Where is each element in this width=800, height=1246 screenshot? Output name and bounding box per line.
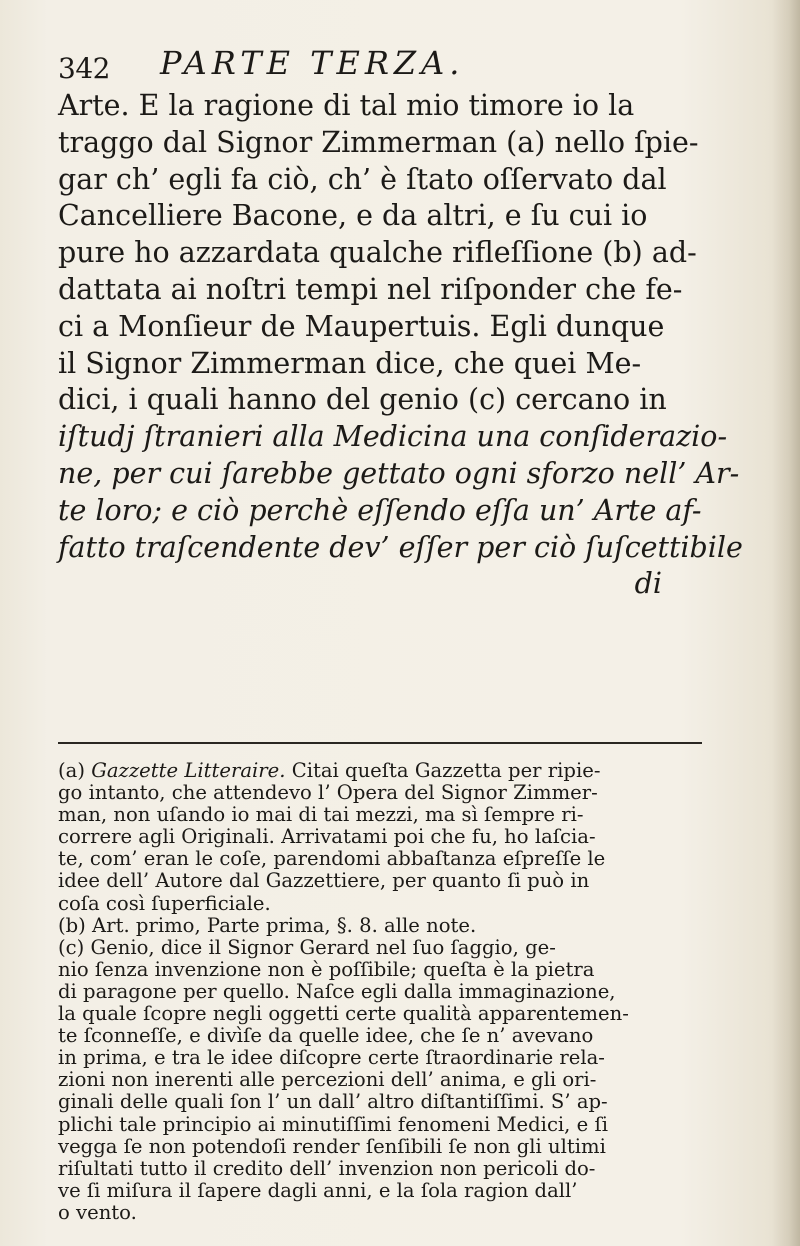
footnote-line: correre agli Originali. Arrivatami poi che fu, ho laſcia- [58,825,596,849]
page-number: 342 [58,52,110,85]
footnote-line: in prima, e tra le idee diſcopre certe ſtraordinarie rela- [58,1046,605,1070]
footnote-line: vegga ſe non potendoſi render ſenſibili ſe non gli ultimi [58,1134,606,1158]
footnote-line: ginali delle quali ſon l’ un dall’ altro diſtantiſſimi. S’ ap- [58,1090,608,1114]
text-line: iſtudj ſtranieri alla Medicina una conſiderazio- [58,420,728,454]
text-line: traggo dal Signor Zimmerman (a) nello ſpie- [58,125,699,159]
footnote-line: coſa così ſuperficiale. [58,891,271,915]
text-line: il Signor Zimmerman dice, che quei Me- [58,346,642,380]
main-text [58,88,743,603]
page-edge-shadow [772,0,800,1246]
footnote-rule [58,742,702,744]
footnote-line: te ſconneſſe, e divìſe da quelle idee, che ſe n’ avevano [58,1024,594,1048]
catchword: di [634,567,662,601]
footnote-line: (a) Gazzette Litteraire. Citai queſta Gazzetta per ripie- [58,759,601,782]
footnote-line: (c) Genio, dice il Signor Gerard nel ſuo ſaggio, ge- [58,935,556,959]
text-line: ci a Monſieur de Maupertuis. Egli dunque [58,309,665,343]
text-line: dici, i quali hanno del genio (c) cercano in [58,383,667,417]
running-head: PARTE TERZA. [160,44,465,82]
text-line: pure ho azzardata qualche rifleſſione (b) ad- [58,236,697,270]
footnote-line: la quale ſcopre negli oggetti certe qualità apparentemen- [58,1002,629,1026]
footnote-line: man, non uſando io mai di tai mezzi, ma sì ſempre ri- [58,803,584,827]
footnotes [58,760,704,1224]
footnote-line: zioni non inerenti alle percezioni dell’ anima, e gli ori- [58,1068,597,1092]
footnote-line: go intanto, che attendevo l’ Opera del Signor Zimmer- [58,781,598,805]
text-line: Arte. E la ragione di tal mio timore io la [58,89,635,122]
footnote-line: o vento. [58,1200,137,1224]
footnote-line: nio ſenza invenzione non è poſſibile; queſta è la pietra [58,957,595,981]
journal-title: Gazzette Litteraire. [91,759,286,782]
text-line: ne, per cui ſarebbe gettato ogni sforzo nell’ Ar- [58,456,740,490]
footnote-line: te, com’ eran le coſe, parendomi abbaſtanza eſpreſſe le [58,847,606,871]
text-line: dattata ai noſtri tempi nel riſponder che fe- [58,272,683,306]
text-line: Cancelliere Bacone, e da altri, e ſu cui io [58,199,648,233]
text-line: te loro; e ciò perchè eſſendo eſſa un’ Arte af- [58,493,702,527]
footnote-line: (b) Art. primo, Parte prima, §. 8. alle note. [58,913,477,937]
footnote-line: idee dell’ Autore dal Gazzettiere, per quanto ſi può in [58,869,590,893]
footnote-line: di paragone per quello. Naſce egli dalla immaginazione, [58,979,616,1003]
text-line: gar ch’ egli fa ciò, ch’ è ſtato oſſervato dal [58,162,667,196]
footnote-line: riſultati tutto il credito dell’ invenzion non pericoli do- [58,1156,596,1180]
footnote-line: plichi tale principio ai minutiſſimi fenomeni Medici, e ſi [58,1112,608,1136]
footnote-line: ve ſi miſura il ſapere dagli anni, e la ſola ragion dall’ [58,1178,578,1202]
text-line: fatto traſcendente dev’ eſſer per ciò ſuſcettibile [58,530,743,564]
